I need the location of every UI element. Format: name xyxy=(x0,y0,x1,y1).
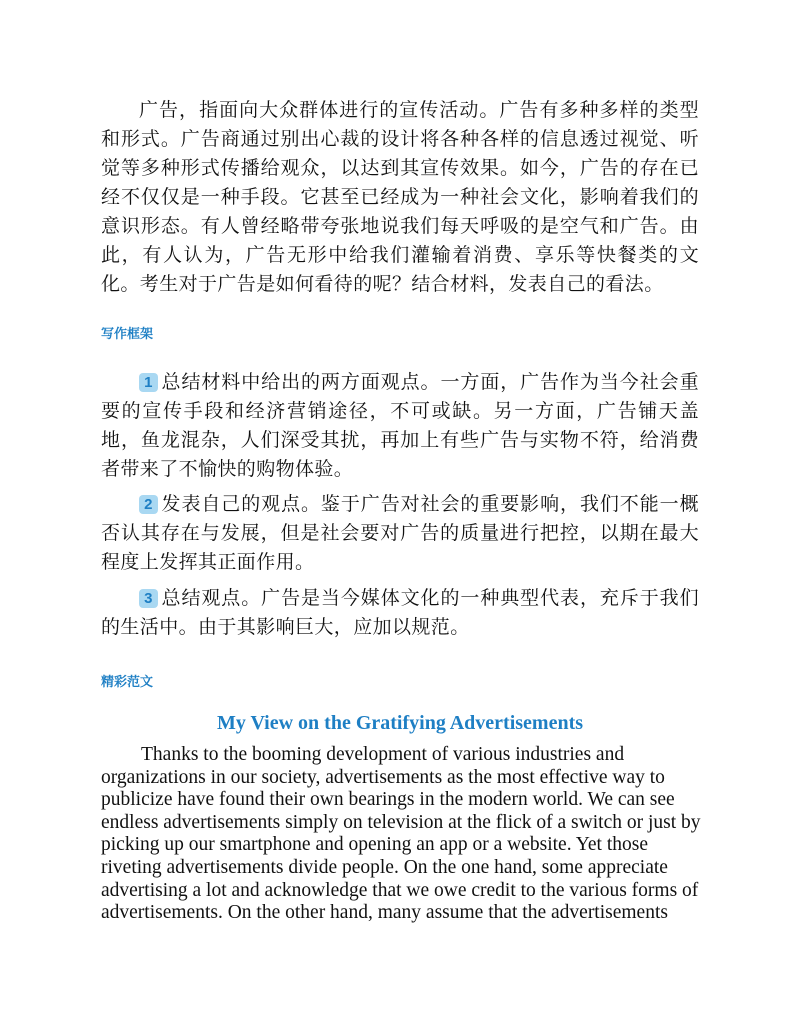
number-badge-2: 2 xyxy=(139,495,158,514)
framework-item-3 xyxy=(101,584,699,642)
number-badge-1: 1 xyxy=(139,373,158,392)
number-badge-3: 3 xyxy=(139,589,158,608)
framework-item-1 xyxy=(101,368,699,484)
framework-heading: 写作框架 xyxy=(101,327,154,342)
intro-paragraph: 广告，指面向大众群体进行的宣传活动。广告有多种多样的类型和形式。广告商通过别出心裁的设计将各种各样的信息透过视觉、听觉等多种形式传播给观众，以达到其宣传效果。如今，广告的存在已经不仅仅是一种手段。它甚至已经成为一种社会文化，影响着我们的意识形态。有人曾经略带夸张地说我们每天呼吸的是空气和广告。由此，有人认为，广告无形中给我们灌输着消费、享乐等快餐类的文化。考生对于广告是如何看待的呢？结合材料，发表自己的看法。 xyxy=(101,99,699,295)
essay-paragraph: Thanks to the booming development of various industries and organizations in our society, advertisements as the most effective way to publicize have found their own bearings in the modern world. We can see endless advertisements simply on television at the flick of a switch or just by picking up our smartphone and opening an app or a website. Yet those riveting advertisements divide people. On the one hand, some appreciate advertising a lot and acknowledge that we owe credit to the various forms of advertisements. On the other hand, many assume that the advertisements xyxy=(101,744,701,924)
framework-item-3-text: 总结观点。广告是当今媒体文化的一种典型代表，充斥于我们的生活中。由于其影响巨大，应加以规范。 xyxy=(101,587,699,638)
framework-item-2 xyxy=(101,490,699,577)
essay-title: My View on the Gratifying Advertisements xyxy=(216,712,584,734)
framework-item-1-text: 总结材料中给出的两方面观点。一方面，广告作为当今社会重要的宣传手段和经济营销途径，不可或缺。另一方面，广告铺天盖地，鱼龙混杂，人们深受其扰，再加上有些广告与实物不符，给消费者带来了不愉快的购物体验。 xyxy=(101,371,699,480)
sample-essay-heading: 精彩范文 xyxy=(101,675,154,690)
framework-item-2-text: 发表自己的观点。鉴于广告对社会的重要影响，我们不能一概否认其存在与发展，但是社会要对广告的质量进行把控，以期在最大程度上发挥其正面作用。 xyxy=(101,493,699,573)
